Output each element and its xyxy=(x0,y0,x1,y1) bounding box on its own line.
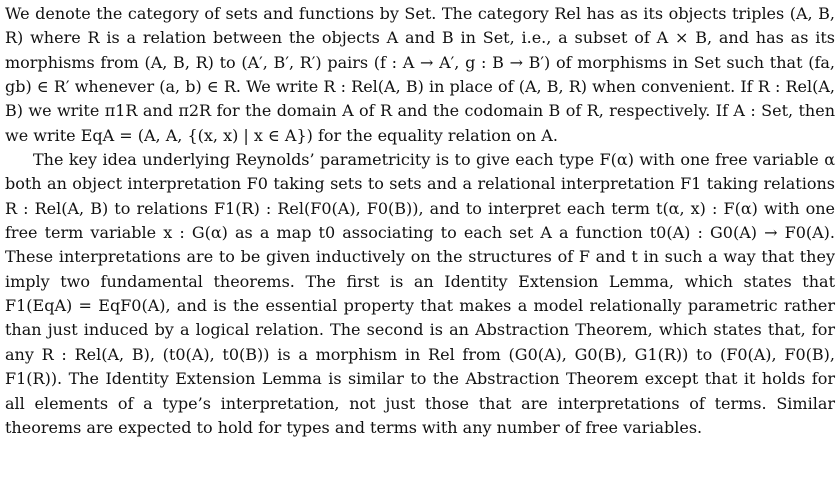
paragraph-2: The key idea underlying Reynolds’ parametricity is to give each type F(α) with one free variable α both an object interpretation F0 taking sets to sets and a relational interpretation F1 taking relations R : Rel(A, B) to relations F1(R) : Rel(F0(A), F0(B)), and to interpret each term t(α, x) : F(α) with one free term variable x : G(α) as a map t0 associating to each set A a function t0(A) : G0(A) → F0(A). These interpretations are to be given inductively on the structures of F and t in such a way that they imply two fundamental theorems. The first is an Identity Extension Lemma, which states that F1(EqA) = EqF0(A), and is the essential property that makes a model relationally parametric rather than just induced by a logical relation. The second is an Abstraction Theorem, which states that, for any R : Rel(A, B), (t0(A), t0(B)) is a morphism in Rel from (G0(A), G0(B), G1(R)) to (F0(A), F0(B), F1(R)). The Identity Extension Lemma is similar to the Abstraction Theorem except that it holds for all elements of a type’s interpretation, not just those that are interpretations of terms. Similar theorems are expected to hold for types and terms with any number of free variables. xyxy=(5,150,835,437)
paragraph-1: We denote the category of sets and functions by Set. The category Rel has as its objects triples (A, B, R) where R is a relation between the objects A and B in Set, i.e., a subset of A × B, and has as its morphisms from (A, B, R) to (A′, B′, R′) pairs (f : A → A′, g : B → B′) of morphisms in Set such that (fa, gb) ∈ R′ whenever (a, b) ∈ R. We write R : Rel(A, B) in place of (A, B, R) when convenient. If R : Rel(A, B) we write π1R and π2R for the domain A of R and the codomain B of R, respectively. If A : Set, then we write EqA = (A, A, {(x, x) | x ∈ A}) for the equality relation on A. xyxy=(5,4,835,145)
